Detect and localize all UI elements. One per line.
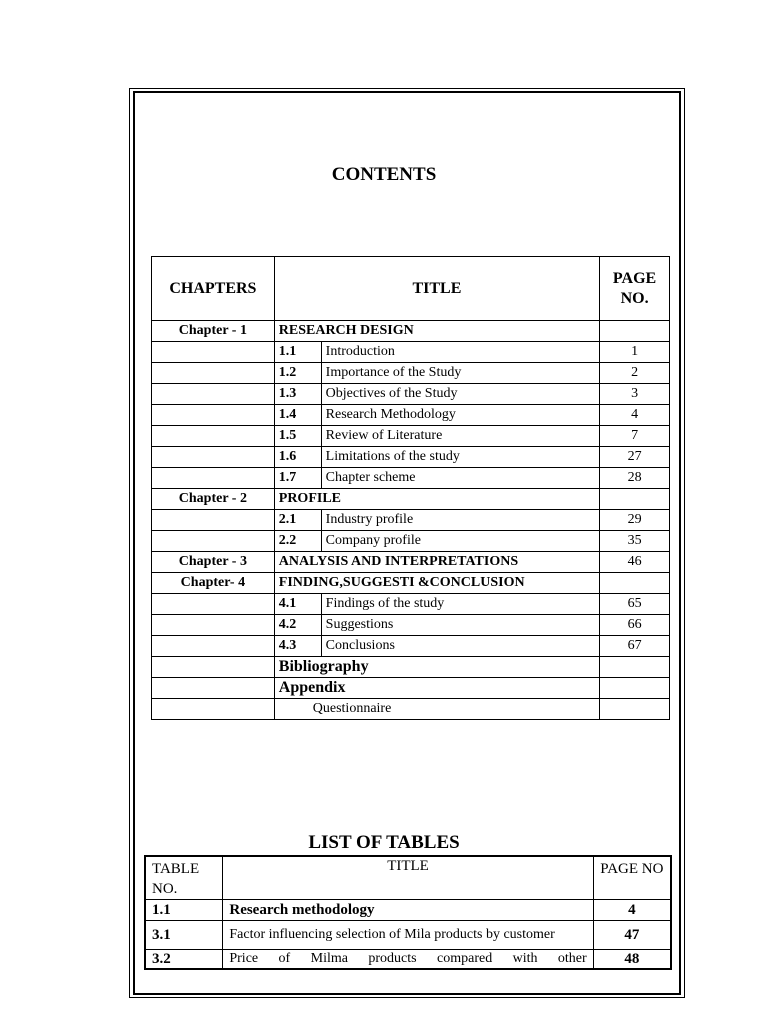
- section-number: 4.3: [274, 636, 321, 657]
- page-number: 67: [600, 636, 670, 657]
- table-row: [145, 950, 671, 970]
- section-number: 1.5: [274, 426, 321, 447]
- section-number: 1.1: [274, 342, 321, 363]
- section-heading: Appendix: [274, 678, 599, 699]
- page-number: 66: [600, 615, 670, 636]
- empty-cell: [152, 405, 275, 426]
- chapter-label: Chapter - 3: [152, 552, 275, 573]
- contents-row: [152, 552, 670, 573]
- table-title: Factor influencing selection of Mila products by customer: [223, 921, 593, 950]
- empty-cell: [152, 636, 275, 657]
- contents-row: [152, 594, 670, 615]
- page-number: 65: [600, 594, 670, 615]
- section-title: Conclusions: [321, 636, 599, 657]
- section-title: Limitations of the study: [321, 447, 599, 468]
- empty-cell: [152, 657, 275, 678]
- contents-header-row: [152, 257, 670, 321]
- table-row: [145, 900, 671, 921]
- table-number: 1.1: [145, 900, 223, 921]
- contents-row: [152, 699, 670, 720]
- contents-row: [152, 447, 670, 468]
- contents-row: [152, 426, 670, 447]
- empty-cell: [152, 468, 275, 489]
- sub-heading: Questionnaire: [274, 699, 599, 720]
- contents-row: [152, 510, 670, 531]
- table-title: Research methodology: [223, 900, 593, 921]
- contents-row: [152, 573, 670, 594]
- section-heading: Bibliography: [274, 657, 599, 678]
- page-number: [600, 321, 670, 342]
- empty-cell: [152, 342, 275, 363]
- section-title: Chapter scheme: [321, 468, 599, 489]
- table-title: Price of Milma products compared with other: [223, 950, 593, 970]
- page-number: 1: [600, 342, 670, 363]
- section-number: 4.2: [274, 615, 321, 636]
- page-number: 7: [600, 426, 670, 447]
- list-of-tables-table: [144, 855, 672, 970]
- lot-header-page: PAGE NO: [593, 856, 671, 900]
- page-number: 28: [600, 468, 670, 489]
- contents-row: [152, 615, 670, 636]
- page-number: [600, 489, 670, 510]
- contents-row: [152, 657, 670, 678]
- section-title: Company profile: [321, 531, 599, 552]
- table-number: 3.1: [145, 921, 223, 950]
- header-page-no: PAGE NO.: [600, 257, 670, 321]
- page-number: [600, 699, 670, 720]
- section-number: 1.3: [274, 384, 321, 405]
- chapter-label: Chapter- 4: [152, 573, 275, 594]
- section-number: 2.2: [274, 531, 321, 552]
- page-number: 4: [600, 405, 670, 426]
- empty-cell: [152, 594, 275, 615]
- contents-row: [152, 342, 670, 363]
- empty-cell: [152, 615, 275, 636]
- section-title: Objectives of the Study: [321, 384, 599, 405]
- section-title: Industry profile: [321, 510, 599, 531]
- section-number: 1.4: [274, 405, 321, 426]
- section-title: Review of Literature: [321, 426, 599, 447]
- section-number: 1.7: [274, 468, 321, 489]
- section-title: Introduction: [321, 342, 599, 363]
- section-title: Importance of the Study: [321, 363, 599, 384]
- empty-cell: [152, 510, 275, 531]
- section-title: Findings of the study: [321, 594, 599, 615]
- header-chapters: CHAPTERS: [152, 257, 275, 321]
- chapter-title: ANALYSIS AND INTERPRETATIONS: [274, 552, 599, 573]
- page-number: 3: [600, 384, 670, 405]
- empty-cell: [152, 363, 275, 384]
- empty-cell: [152, 447, 275, 468]
- header-title: TITLE: [274, 257, 599, 321]
- section-title: Research Methodology: [321, 405, 599, 426]
- section-title: Suggestions: [321, 615, 599, 636]
- table-row: [145, 921, 671, 950]
- table-page: 4: [593, 900, 671, 921]
- contents-row: [152, 636, 670, 657]
- section-number: 1.6: [274, 447, 321, 468]
- chapter-label: Chapter - 2: [152, 489, 275, 510]
- page-number: 46: [600, 552, 670, 573]
- chapter-title: FINDING,SUGGESTI &CONCLUSION: [274, 573, 599, 594]
- empty-cell: [152, 531, 275, 552]
- section-number: 2.1: [274, 510, 321, 531]
- lot-header-row: [145, 856, 671, 900]
- contents-table: [151, 256, 670, 720]
- contents-row: [152, 363, 670, 384]
- contents-row: [152, 678, 670, 699]
- page-number: 29: [600, 510, 670, 531]
- list-of-tables-heading: LIST OF TABLES: [308, 832, 460, 853]
- page-number: [600, 678, 670, 699]
- table-page: 47: [593, 921, 671, 950]
- chapter-title: PROFILE: [274, 489, 599, 510]
- page-number: 35: [600, 531, 670, 552]
- contents-row: [152, 321, 670, 342]
- chapter-title: RESEARCH DESIGN: [274, 321, 599, 342]
- empty-cell: [152, 384, 275, 405]
- table-number: 3.2: [145, 950, 223, 970]
- contents-row: [152, 489, 670, 510]
- empty-cell: [152, 678, 275, 699]
- table-page: 48: [593, 950, 671, 970]
- page-number: 2: [600, 363, 670, 384]
- page-number: [600, 657, 670, 678]
- contents-row: [152, 384, 670, 405]
- empty-cell: [152, 699, 275, 720]
- contents-row: [152, 531, 670, 552]
- empty-cell: [152, 426, 275, 447]
- section-number: 4.1: [274, 594, 321, 615]
- contents-row: [152, 405, 670, 426]
- contents-row: [152, 468, 670, 489]
- chapter-label: Chapter - 1: [152, 321, 275, 342]
- section-number: 1.2: [274, 363, 321, 384]
- lot-header-no: TABLE NO.: [145, 856, 223, 900]
- lot-header-title: TITLE: [223, 856, 593, 900]
- contents-heading: CONTENTS: [331, 164, 437, 185]
- page-number: [600, 573, 670, 594]
- page-number: 27: [600, 447, 670, 468]
